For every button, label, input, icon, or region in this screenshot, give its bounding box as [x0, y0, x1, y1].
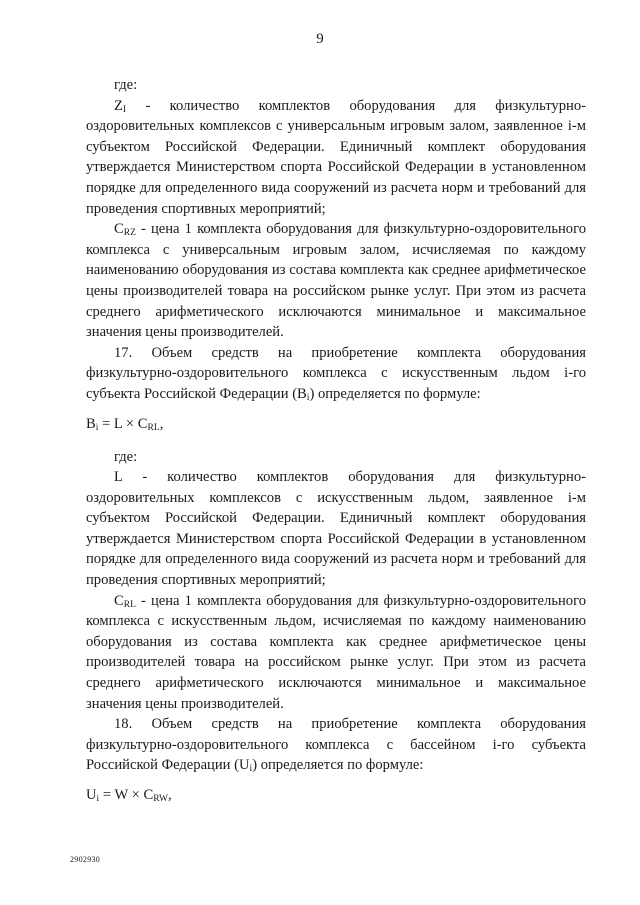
definition-z: $Z_I$ - количество комплектов оборудования для физкультурно-оздоровительных комплексов с универсальным игровым залом, заявленное i-м субъектом Российской Федерации. Единичный комплект оборудования утверждается Министерством спорта Российской Федерации в установленном порядке для определенного вида сооружений из расчета норм и требований для проведения спортивных мероприятий; — [86, 97, 586, 217]
definition-c-rl: $C_{RL}$ - цена 1 комплекта оборудования для физкультурно-оздоровительного комплекса с искусственным льдом, исчисляемая по каждому наименованию оборудования из состава комплекта как среднее арифметическое цены производителей товара на российском рынке услуг. При этом из расчета среднего арифметического исключаются минимальное и максимальное значения цены производителей. — [86, 592, 586, 712]
page-number: 9 — [316, 31, 324, 47]
formula-b: $B_i = L \times C_{RL}$, — [86, 415, 164, 433]
paragraph-17: 17. Объем средств на приобретение комплекта оборудования физкультурно-оздоровительного комплекса с искусственным льдом i-го субъекта Российской Федерации $(B_i)$ определяется по формуле: — [86, 344, 586, 403]
document-body — [86, 75, 586, 818]
definition-l: L - количество комплектов оборудования для физкультурно-оздоровительных комплексов с искусственным льдом, заявленное i-м субъектом Российской Федерации. Единичный комплект оборудования утверждается Министерством спорта Российской Федерации в установленном порядке для определенного вида сооружений из расчета норм и требований для проведения спортивных мероприятий; — [86, 469, 586, 589]
formula-u: $U_i = W \times C_{RW}$, — [86, 787, 172, 804]
document-code: 2902930 — [70, 855, 101, 864]
where-label-1: где: — [114, 77, 138, 93]
where-label-2: где: — [114, 448, 138, 465]
definition-c-rz: $C_{RZ}$ - цена 1 комплекта оборудования для физкультурно-оздоровительного комплекса с универсальным игровым залом, исчисляемая по каждому наименованию оборудования из состава комплекта как среднее арифметическое цены производителей товара на российском рынке услуг. При этом из расчета среднего арифметического исключаются минимальное и максимальное значения цены производителей. — [86, 221, 586, 341]
paragraph-18: 18. Объем средств на приобретение комплекта оборудования физкультурно-оздоровительного комплекса с бассейном i-го субъекта Российской Федерации $(U_i)$ определяется по формуле: — [86, 716, 586, 775]
